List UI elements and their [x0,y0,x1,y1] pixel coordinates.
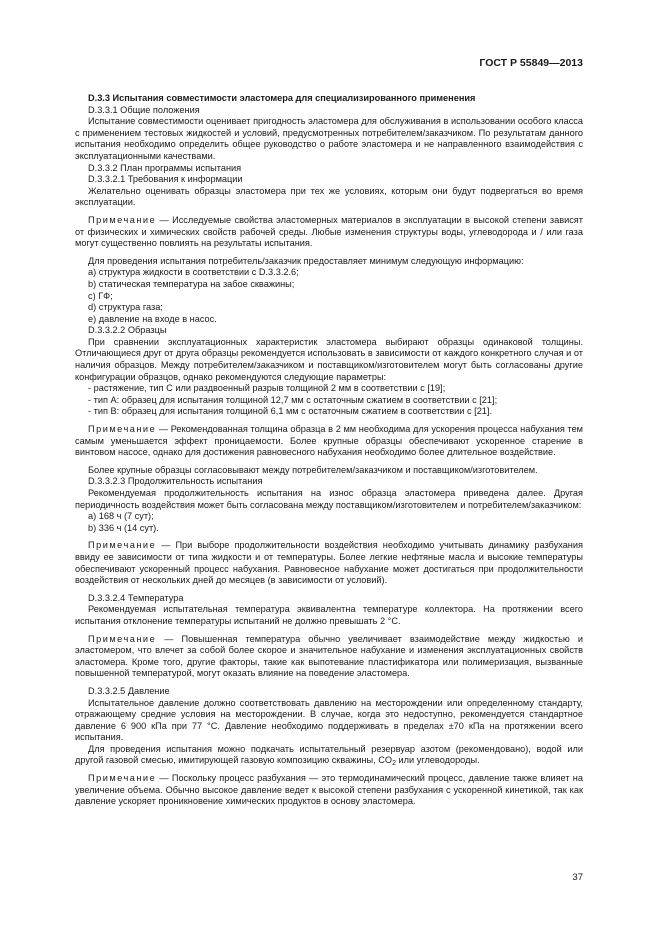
list-item: - тип B: образец для испытания толщиной 6,1 мм с остаточным сжатием в соответствии с [21]. [88,406,493,417]
note-label: Примечание [88,773,157,784]
note-text: — При выборе продолжительности воздействия необходимо учитывать динамику разбухания ввиду ее зависимости от типа жидкости и от температуры. Более легкие нефтяные масла и высокие температуры обеспечивают ускоренный процесс набухания. Равновесное набухание может достигаться при продолжительности воздействия от нескольких дней до месяцев (в зависимости от условий). [75,540,583,586]
note-text: — Повышенная температура обычно увеличивает взаимодействие между жидкостью и эластомером, что влечет за собой более скорое и значительное набухание и изменения эксплуатационных свойств эластомера. Кроме того, другие факторы, такие как выпотевание пластификатора или полимеризация, вызванные повышенной температурой, могут оказать влияние на поведение эластомера. [75,633,583,679]
note-paragraph [75,634,583,680]
subsection-heading-d332: D.3.3.2 План программы испытания [88,162,242,173]
subsection-heading-d3322: D.3.3.2.2 Образцы [88,325,167,336]
subsection-heading-d3325: D.3.3.2.5 Давление [88,685,170,696]
subsection-heading-d3323: D.3.3.2.3 Продолжительность испытания [88,476,263,487]
page-number: 37 [572,872,583,883]
subsection-heading-d3324: D.3.3.2.4 Температура [88,592,184,603]
note-text: — Исследуемые свойства эластомерных материалов в эксплуатации в высокой степени зависят от физических и химических свойств рабочей среды. Любые изменения структуры воды, углеводорода и / или газа могут существенно повлиять на результаты испытания. [75,214,583,249]
subsection-heading-d3321: D.3.3.2.1 Требования к информации [88,174,243,185]
note-label: Примечание [88,540,157,551]
paragraph: Испытательное давление должно соответствовать давлению на месторождении или определенному стандарту, отражающему средние условия на месторождении. В случае, когда это недоступно, рекомендуется стандартное давление 6 900 кПа при 77 °С. Давление необходимо поддерживать в пределах ±70 кПа на протяжении всего испытания. [75,697,583,743]
paragraph: Испытание совместимости оценивает пригодность эластомера для обслуживания в использовании особого класса с применением тестовых жидкостей и условий, предусмотренных потребителем/заказчиком. По результатам данного испытания необходимо определить общее руководство о работе эластомера и не направленного взаимодействия с эксплуатационными качествами. [75,116,583,161]
standard-code-header: ГОСТ Р 55849—2013 [479,57,583,69]
paragraph: При сравнении эксплуатационных характеристик эластомера выбирают образцы одинаковой толщины. Отличающиеся друг от друга образцы рекомендуется использовать в зависимости от каждого конкретного случая и от наличия образцов. Между потребителем/заказчиком и поставщиком/изготовителем могут быть согласованы другие конфигурации образцов, однако рекомендуются следующие параметры: [75,336,583,382]
paragraph: Рекомендуемая испытательная температура эквивалентна температуре коллектора. На протяжении всего испытания отклонение температуры испытаний не должно превышать 2 °С. [75,604,583,626]
note-label: Примечание [88,214,157,225]
list-item: a) 168 ч (7 сут); [88,511,154,522]
note-label: Примечание [88,633,157,644]
note-text: — Рекомендованная толщина образца в 2 мм необходима для ускорения процесса набухания тем самым уменьшается эффект проницаемости. Более крупные образцы обеспечивают ускоренное старение в винтовом насосе, однако для достижения равновесного набухания необходимо более длительное воздействие. [75,424,583,458]
note-paragraph [75,773,583,808]
section-heading-d33: D.3.3 Испытания совместимости эластомера для специализированного применения [88,93,476,103]
note-label: Примечание [88,424,157,435]
list-item: a) структура жидкости в соответствии с D.3.3.2.6; [88,267,299,278]
paragraph: Желательно оценивать образцы эластомера при тех же условиях, которым они будут подвергаться во время эксплуатации. [75,185,583,208]
list-item: e) давление на входе в насос. [88,313,217,324]
paragraph: Для проведения испытания можно подкачать испытательный резервуар азотом (рекомендовано), водой или другой газовой смесью, имитирующей газовую композицию скважины, $CO_2$ или углеводороды. [75,743,583,768]
note-paragraph [75,215,583,250]
paragraph: Рекомендуемая продолжительность испытания на износ образца эластомера приведена далее. Другая периодичность воздействия может быть согласована между поставщиком/изготовителем и потребителем/заказчиком: [75,488,583,510]
paragraph: Для проведения испытания потребитель/заказчик предоставляет минимум следующую информацию: [88,255,524,266]
list-item: b) 336 ч (14 сут). [88,522,159,533]
document-body [75,93,583,808]
list-item: - тип A: образец для испытания толщиной 12,7 мм с остаточным сжатием в соответствии с [21]; [88,394,498,405]
subsection-heading-d331: D.3.3.1 Общие положения [88,104,200,115]
paragraph: Более крупные образцы согласовывают между потребителем/заказчиком и поставщиком/изготовителем. [88,464,538,475]
list-item: c) ГФ; [88,290,113,301]
list-item: d) структура газа; [88,302,163,313]
note-text: — Поскольку процесс разбухания — это термодинамический процесс, давление также влияет на увеличение объема. Обычно высокое давление ведет к высокой степени разбухания с ускоренной кинетикой, так как давление ускоряет проникновение химических продуктов в основу эластомера. [75,773,583,807]
list-item: b) статическая температура на забое скважины; [88,278,295,289]
list-item: - растяжение, тип C или раздвоенный разрыв толщиной 2 мм в соответствии с [19]; [88,383,446,394]
note-paragraph [75,424,583,459]
note-paragraph [75,540,583,586]
subscript: 2 [392,760,396,768]
